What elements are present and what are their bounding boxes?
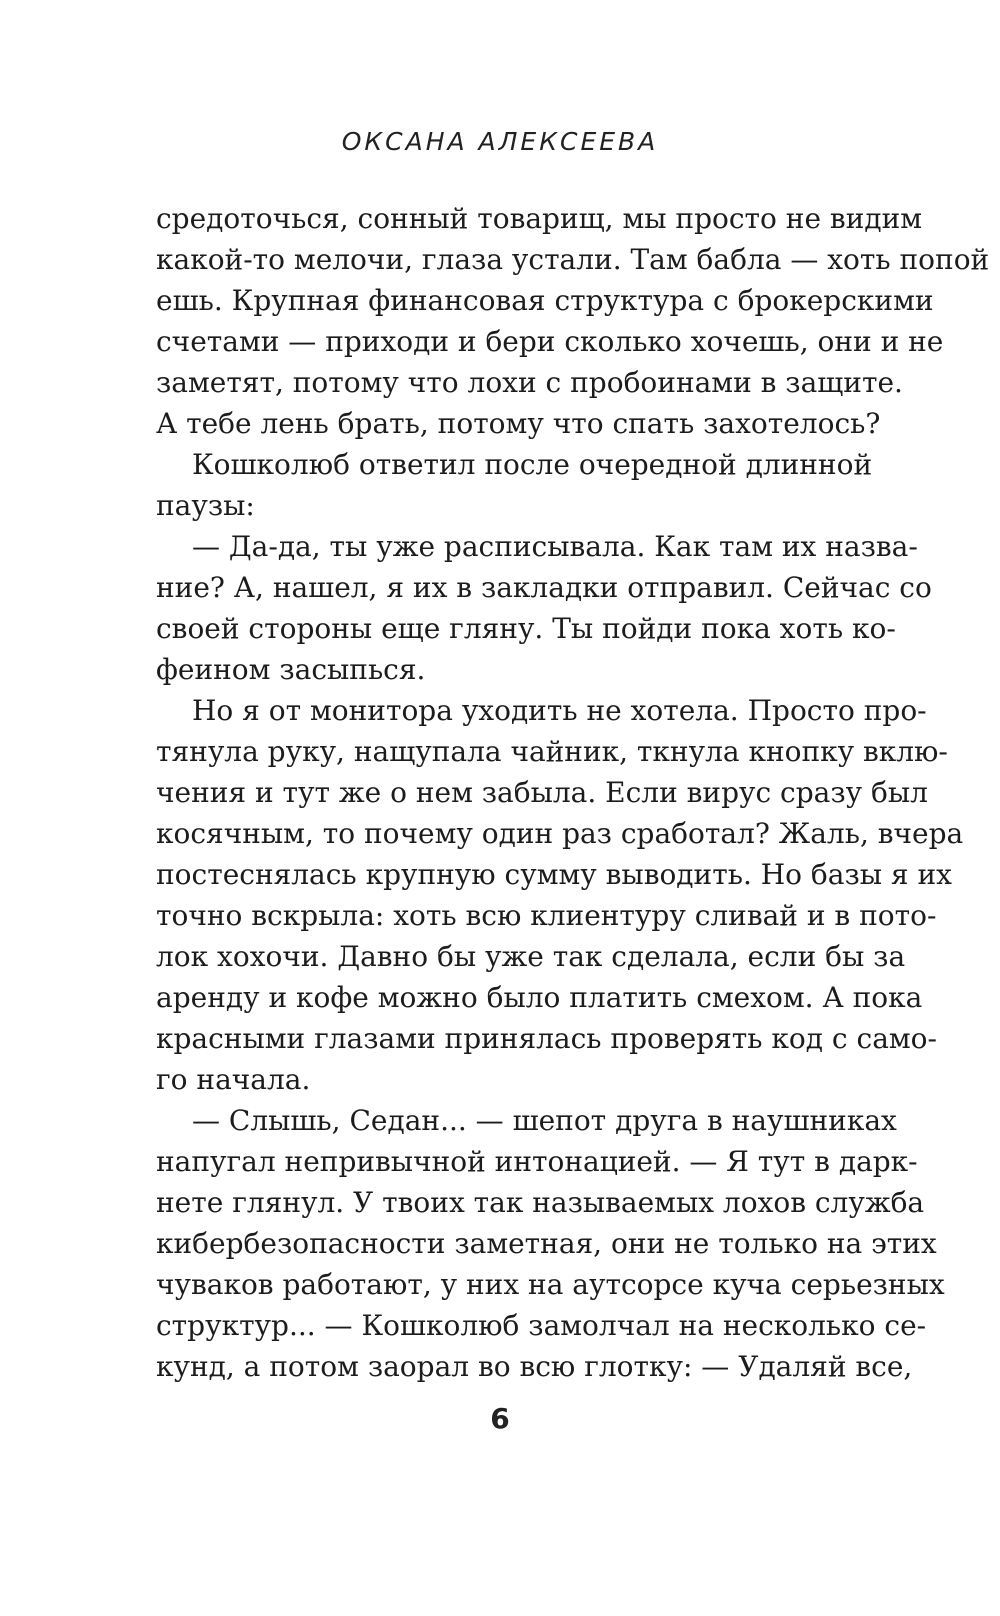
text-line: Кошколюб ответил после очередной длинной	[192, 448, 873, 481]
text-line: А тебе лень брать, потому что спать захотелось?	[156, 407, 881, 440]
text-line: — Слышь, Седан... — шепот друга в наушниках	[192, 1104, 897, 1137]
text-line: ешь. Крупная финансовая структура с брокерскими	[156, 284, 934, 317]
text-line: счетами — приходи и бери сколько хочешь, они и не	[156, 325, 944, 358]
text-line: кибербезопасности заметная, они не только на этих	[156, 1227, 937, 1260]
text-line: чуваков работают, у них на аутсорсе куча серьезных	[156, 1268, 945, 1301]
text-line: постеснялась крупную сумму выводить. Но базы я их	[156, 858, 952, 891]
text-line: какой-то мелочи, глаза устали. Там бабла — хоть попой	[156, 243, 990, 276]
text-line: чения и тут же о нем забыла. Если вирус сразу был	[156, 776, 928, 809]
body-text	[156, 198, 990, 1398]
text-line: лок хохочи. Давно бы уже так сделала, если бы за	[156, 940, 906, 973]
text-line: феином засыпься.	[156, 653, 426, 686]
text-line: средоточься, сонный товарищ, мы просто не видим	[156, 202, 923, 235]
text-line: го начала.	[156, 1063, 311, 1096]
text-line: заметят, потому что лохи с пробоинами в защите.	[156, 366, 903, 399]
text-line: паузы:	[156, 489, 255, 522]
text-line: косячным, то почему один раз сработал? Жаль, вчера	[156, 817, 964, 850]
text-line: нете глянул. У твоих так называемых лохов служба	[156, 1186, 925, 1219]
text-line: структур... — Кошколюб замолчал на несколько се-	[156, 1309, 927, 1342]
page-number: 6	[490, 1402, 510, 1435]
running-head-author: ОКСАНА АЛЕКСЕЕВА	[341, 127, 659, 156]
text-line: тянула руку, нащупала чайник, ткнула кнопку вклю-	[156, 735, 948, 768]
text-line: точно вскрыла: хоть всю клиентуру сливай и в пото-	[156, 899, 937, 932]
text-line: своей стороны еще гляну. Ты пойди пока хоть ко-	[156, 612, 896, 645]
text-line: кунд, а потом заорал во всю глотку: — Удаляй все,	[156, 1350, 913, 1383]
text-line: Но я от монитора уходить не хотела. Просто про-	[192, 694, 927, 727]
text-line: — Да-да, ты уже расписывала. Как там их назва-	[192, 530, 918, 563]
text-line: напугал непривычной интонацией. — Я тут в дарк-	[156, 1145, 918, 1178]
text-line: красными глазами принялась проверять код с само-	[156, 1022, 937, 1055]
text-line: аренду и кофе можно было платить смехом. А пока	[156, 981, 923, 1014]
text-line: ние? А, нашел, я их в закладки отправил. Сейчас со	[156, 571, 932, 604]
